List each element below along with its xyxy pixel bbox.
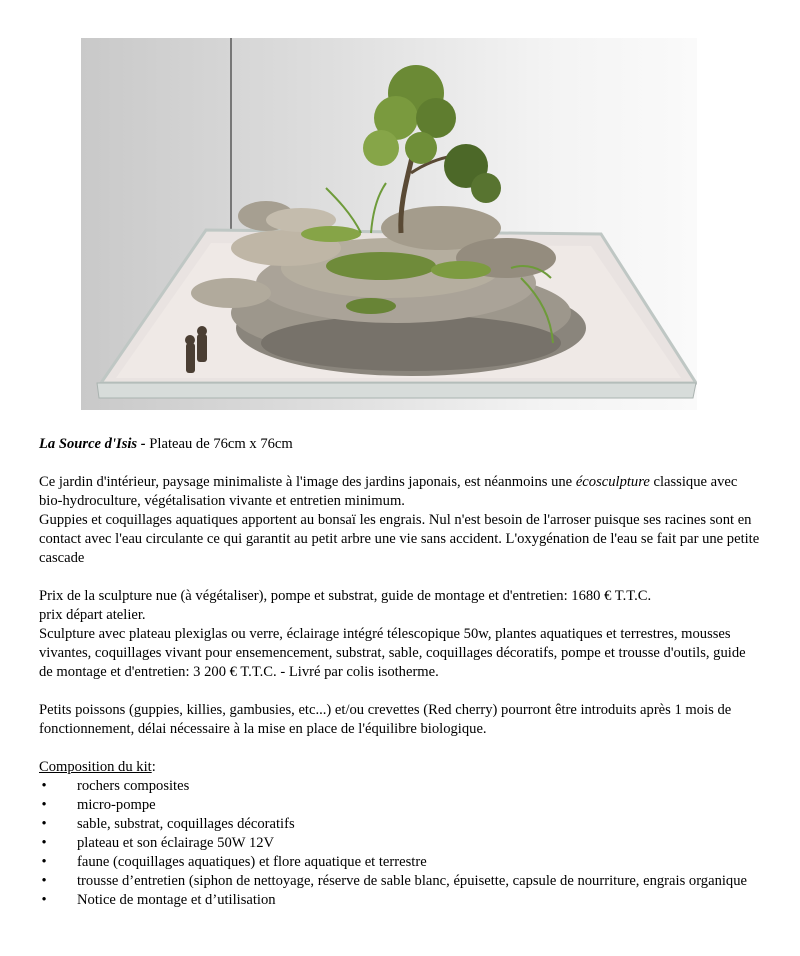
fauna-paragraph: Petits poissons (guppies, killies, gambusies, etc...) et/ou crevettes (Red cherry) pourront être introduits après 1 mois de fonctionnement, délai nécessaire à la mise en place de l'équilibre biologique. [39,702,732,737]
product-name: La Source d'Isis [39,436,138,452]
kit-item-text: Notice de montage et d’utilisation [77,892,276,908]
product-title-line [39,435,761,454]
product-description [39,435,761,910]
kit-heading-colon: : [151,759,156,775]
price-line-3: Sculpture avec plateau plexiglas ou verre, éclairage intégré télescopique 50w, plantes aquatiques et terrestres, mousses vivantes, coquillages vivant pour ensemencement, substrat, sable, coquillages décoratifs, pompe et trousse d'outils, guide de montage et d'entretien: 3 200 € T.T.C. - Livré par colis isotherme. [39,626,746,680]
kit-item-text: micro-pompe [77,797,156,813]
bullet-icon: • [41,797,47,813]
intro-text-1: Ce jardin d'intérieur, paysage minimaliste à l'image des jardins japonais, est néanmoins une [39,474,576,490]
kit-heading-line [39,758,761,777]
bullet-icon: • [41,778,47,794]
list-item [39,872,761,891]
list-item [39,891,761,910]
bonsai-paragraph: Guppies et coquillages aquatiques apportent au bonsaï les engrais. Nul n'est besoin de l'arroser puisque ses racines sont en contact avec l'eau circulante ce qui garantit au petit arbre une vie sans accident. L'oxygénation de l'eau se fait par une petite cascade [39,512,760,566]
kit-list [39,777,761,910]
intro-text-2: classique avec bio-hydroculture, végétalisation vivante et entretien minimum. [39,474,738,509]
bullet-icon: • [41,892,47,908]
price-line-1: Prix de la sculpture nue (à végétaliser), pompe et substrat, guide de montage et d'entretien: 1680 € T.T.C. [39,588,652,604]
bullet-icon: • [41,873,47,889]
product-photo [81,38,697,410]
kit-item-text: rochers composites [77,778,190,794]
list-item [39,834,761,853]
kit-item-text: plateau et son éclairage 50W 12V [77,835,275,851]
list-item [39,853,761,872]
product-size: Plateau de 76cm x 76cm [149,436,293,452]
kit-item-text: faune (coquillages aquatiques) et flore aquatique et terrestre [77,854,427,870]
kit-item-text: trousse d’entretien (siphon de nettoyage, réserve de sable blanc, épuisette, capsule de nourriture, engrais organique [77,873,747,889]
bullet-icon: • [41,835,47,851]
bullet-icon: • [41,854,47,870]
intro-emphasis: écosculpture [575,474,650,490]
list-item [39,815,761,834]
list-item [39,796,761,815]
tray-edge [97,383,696,398]
kit-heading: Composition du kit [39,759,152,775]
bullet-icon: • [41,816,47,832]
intro-paragraph [39,473,761,511]
title-separator: - [137,436,150,452]
kit-item-text: sable, substrat, coquillages décoratifs [77,816,295,832]
list-item [39,777,761,796]
aquascape-illustration [81,38,697,410]
price-line-2: prix départ atelier. [39,607,146,623]
